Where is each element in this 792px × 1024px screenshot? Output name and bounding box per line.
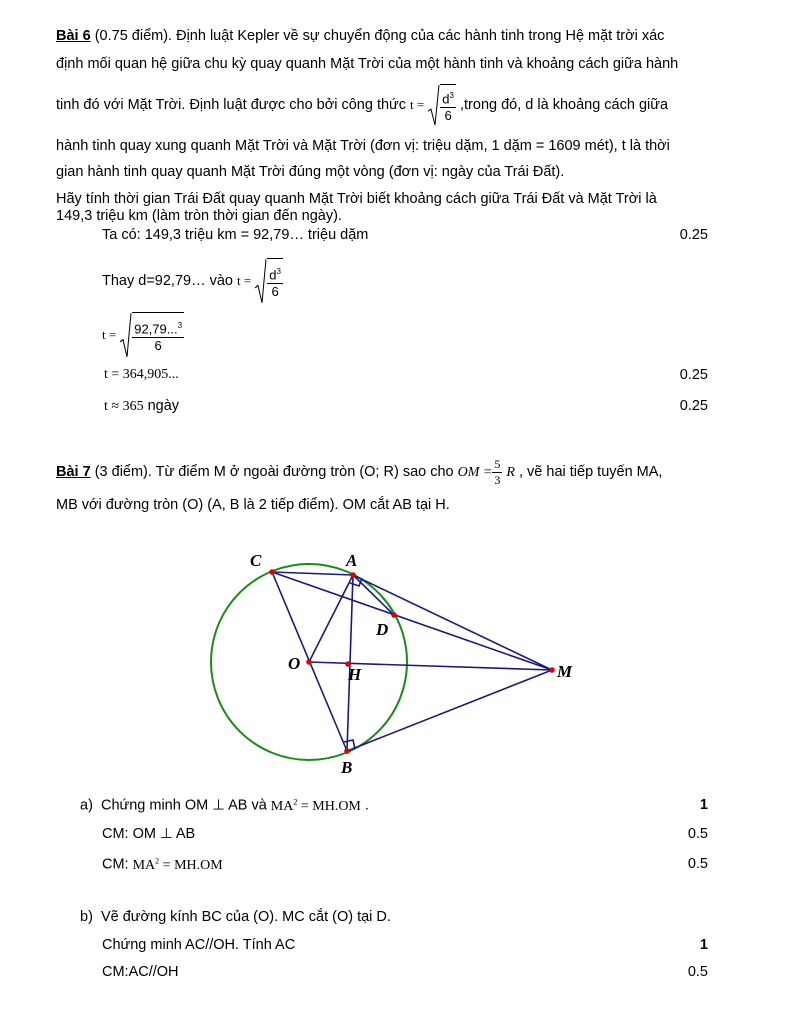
- bai6-step5-value: t ≈ 365: [104, 399, 144, 414]
- point-b: [344, 748, 350, 754]
- bai7-title: Bài 7: [56, 464, 91, 480]
- part-a-exp: 2: [293, 797, 298, 806]
- step2-num: d: [269, 267, 277, 283]
- part-a-cm2-ma: MA: [132, 857, 156, 873]
- bai6-title: Bài 6: [56, 28, 91, 44]
- part-a-cm1: CM: OM ⊥ AB: [102, 826, 196, 842]
- step3-num: 92,79...: [134, 321, 178, 337]
- segment-ca: [272, 572, 353, 575]
- bai6-step1: Ta có: 149,3 triệu km = 92,79… triệu dặm: [102, 227, 369, 243]
- bai7-om-den: 3: [494, 472, 501, 487]
- step3-formula-t: t =: [102, 326, 117, 342]
- part-b-question: [80, 909, 391, 925]
- part-a-cm2: [102, 856, 223, 874]
- part-a-cm1-points: 0.5: [687, 826, 708, 842]
- kepler-num: d: [442, 91, 450, 107]
- label-d: D: [376, 620, 389, 639]
- step2-formula-t: t =: [237, 272, 252, 288]
- label-a: A: [346, 551, 358, 570]
- point-d: [391, 612, 397, 618]
- part-b-label: b): [80, 909, 93, 925]
- label-c: C: [250, 551, 262, 570]
- step3-den: 6: [154, 338, 162, 354]
- bai6-line1-text: Định luật Kepler về sự chuyển động của các hành tinh trong Hệ mặt trời xác: [172, 28, 665, 44]
- point-c: [269, 569, 275, 575]
- bai6-step5-points: 0.25: [679, 398, 708, 414]
- bai6-line4: hành tinh quay xung quanh Mặt Trời và Mặt Trời (đơn vị: triệu dặm, 1 dặm = 1609 mét), t là thời: [56, 138, 670, 154]
- part-a-cm2-mhom: = MH.OM: [159, 857, 223, 873]
- label-m: M: [557, 662, 573, 681]
- bai6-question-1: Hãy tính thời gian Trái Đất quay quanh Mặt Trời biết khoảng cách giữa Trái Đất và Mặt Trời là: [56, 191, 657, 207]
- part-a-end: .: [360, 797, 369, 814]
- kepler-exp: 3: [449, 91, 454, 100]
- step2-exp: 3: [276, 267, 281, 276]
- part-a-ma: MA: [270, 798, 294, 814]
- bai7-om-num: 5: [494, 456, 501, 471]
- point-o: [306, 659, 312, 665]
- part-a-mhom: = MH.OM: [297, 798, 361, 814]
- bai6-step4-points: 0.25: [679, 367, 708, 383]
- bai6-step2-text: Thay d=92,79… vào: [102, 272, 233, 289]
- part-a-points: 1: [699, 797, 708, 813]
- bai6-question-2: 149,3 triệu km (làm tròn thời gian đến ngày).: [56, 208, 342, 224]
- step3-exp: 3: [177, 321, 183, 330]
- bai6-step5-unit: ngày: [147, 398, 180, 414]
- part-b-sub: Chứng minh AC//OH. Tính AC: [102, 937, 296, 953]
- part-a-label: a): [80, 797, 93, 814]
- bai7-intro-a: (3 điểm). Từ điểm M ở ngoài đường tròn (O; R) sao cho: [94, 464, 454, 480]
- segment-ad: [353, 575, 394, 615]
- bai6-step4: t = 364,905...: [104, 367, 179, 382]
- point-a: [350, 572, 356, 578]
- part-a-cm2-label: CM:: [102, 856, 133, 873]
- bai6-points: (0.75 điểm).: [94, 28, 173, 44]
- part-b-cm1-points: 0.5: [687, 964, 708, 980]
- part-b-points: 1: [699, 937, 708, 953]
- step2-den: 6: [271, 284, 279, 300]
- part-a-question: [80, 797, 369, 815]
- bai7-om-r: R: [506, 465, 515, 480]
- label-o: O: [288, 654, 301, 673]
- point-m: [549, 667, 555, 673]
- part-a-cm2-exp: 2: [155, 856, 160, 865]
- bai7-om: OM =: [457, 465, 493, 480]
- part-a-cm2-points: 0.5: [687, 856, 708, 872]
- label-b: B: [341, 758, 353, 777]
- bai7-line2: MB với đường tròn (O) (A, B là 2 tiếp điểm). OM cắt AB tại H.: [56, 497, 450, 513]
- bai6-line3-b: ,trong đó, d là khoảng cách giữa: [460, 96, 669, 113]
- part-b-text: Vẽ đường kính BC của (O). MC cắt (O) tại D.: [100, 909, 391, 925]
- bai7-intro-b: , vẽ hai tiếp tuyến MA,: [519, 464, 663, 480]
- segment-cm: [272, 572, 552, 670]
- segment-bm: [347, 670, 552, 751]
- bai6-step1-points: 0.25: [679, 227, 708, 243]
- kepler-den: 6: [444, 108, 452, 124]
- bai6-line2: định mối quan hệ giữa chu kỳ quay quanh Mặt Trời của một hành tinh và khoảng cách giữa hành: [56, 56, 679, 72]
- part-b-cm1: CM:AC//OH: [102, 964, 179, 980]
- bai6-line5: gian hành tinh quay quanh Mặt Trời đúng một vòng (đơn vị: ngày của Trái Đất).: [56, 164, 565, 180]
- label-h: H: [348, 665, 362, 684]
- bai6-line3-a: tinh đó với Mặt Trời. Định luật được cho bởi công thức: [56, 96, 407, 113]
- kepler-formula-t: t =: [410, 96, 425, 112]
- part-a-text: Chứng minh OM ⊥ AB và: [100, 797, 267, 814]
